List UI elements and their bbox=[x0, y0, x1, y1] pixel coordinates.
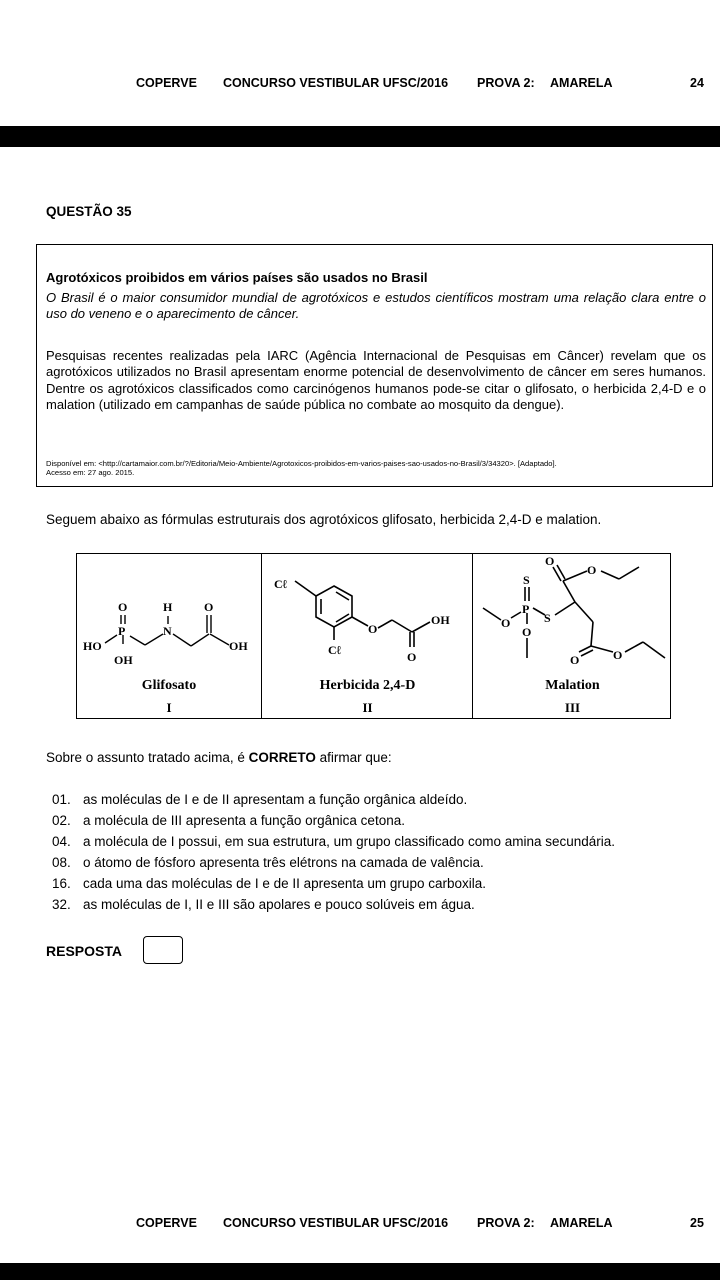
header-test: PROVA 2: bbox=[477, 76, 535, 90]
header-color: AMARELA bbox=[550, 76, 613, 90]
structure-numeral-1: I bbox=[166, 700, 172, 715]
option-number: 32. bbox=[52, 897, 71, 912]
malation-p: P bbox=[522, 602, 530, 616]
option-text: o átomo de fósforo apresenta três elétrons na camada de valência. bbox=[83, 855, 484, 870]
option-number: 01. bbox=[52, 792, 71, 807]
glifosato-ho: HO bbox=[83, 639, 102, 653]
glifosato-structure-drawing bbox=[77, 554, 261, 678]
structure-numeral-3: III bbox=[564, 700, 581, 715]
structure-numeral-2: II bbox=[362, 700, 373, 715]
glifosato-n: N bbox=[163, 624, 172, 638]
option-text: a molécula de III apresenta a função orgânica cetona. bbox=[83, 813, 405, 828]
question-prompt bbox=[46, 750, 392, 765]
option-number: 04. bbox=[52, 834, 71, 849]
article-body: Pesquisas recentes realizadas pela IARC (Agência Internacional de Pesquisas em Câncer) revelam que os agrotóxicos utilizados no Brasil apresentam enorme potencial de desenvolvimento de câncer em seres humanos. Dentre os agrotóxicos classificados como carcinógenos humanos pode-se citar o glifosato, o herbicida 2,4-D e o malation (utilizado em campanhas de saúde pública no combate ao mosquito da dengue). bbox=[46, 348, 706, 412]
structure-herbicida bbox=[261, 554, 473, 718]
option-number: 02. bbox=[52, 813, 71, 828]
glifosato-oh-right: OH bbox=[229, 639, 248, 653]
header-org: COPERVE bbox=[136, 1216, 197, 1230]
header-org: COPERVE bbox=[136, 76, 197, 90]
header-page-number: 25 bbox=[690, 1216, 704, 1230]
malation-o-ester-2: O bbox=[613, 648, 623, 662]
malation-s-top: S bbox=[523, 573, 530, 587]
structures-intro: Seguem abaixo as fórmulas estruturais dos agrotóxicos glifosato, herbicida 2,4-D e malation. bbox=[46, 512, 602, 527]
article-lead: O Brasil é o maior consumidor mundial de agrotóxicos e estudos científicos mostram uma relação clara entre o uso do veneno e o aparecimento de câncer. bbox=[46, 290, 706, 321]
structure-glifosato bbox=[77, 554, 261, 718]
structure-name-3: Malation bbox=[545, 678, 600, 693]
header-test: PROVA 2: bbox=[477, 1216, 535, 1230]
herbicida-cl-top: Cℓ bbox=[274, 577, 288, 591]
herbicida-o-carbonyl: O bbox=[407, 650, 417, 664]
structures-table bbox=[76, 553, 671, 719]
header-exam: CONCURSO VESTIBULAR UFSC/2016 bbox=[223, 76, 449, 90]
herbicida-cl-ortho: Cℓ bbox=[328, 643, 342, 657]
malation-o-left: O bbox=[501, 616, 511, 630]
option-number: 16. bbox=[52, 876, 71, 891]
glifosato-oh-bottom: OH bbox=[114, 653, 133, 667]
option-text: as moléculas de I, II e III são apolares e pouco solúveis em água. bbox=[83, 897, 475, 912]
glifosato-o-top: O bbox=[118, 600, 128, 614]
source-url: Disponível em: <http://cartamaior.com.br/?/Editoria/Meio-Ambiente/Agrotoxicos-proibidos-em-varios-paises-sao-usados-no-Brasil/3/34320>. [Adaptado]. bbox=[46, 459, 557, 468]
article-box bbox=[36, 244, 713, 487]
glifosato-h: H bbox=[163, 600, 173, 614]
malation-structure-drawing bbox=[473, 554, 672, 678]
header-color: AMARELA bbox=[550, 1216, 613, 1230]
structure-name-1: Glifosato bbox=[141, 678, 197, 693]
herbicida-o-ether: O bbox=[368, 622, 378, 636]
glifosato-p: P bbox=[118, 624, 126, 638]
malation-o-carbonyl-1: O bbox=[545, 554, 555, 568]
answer-label: RESPOSTA bbox=[46, 943, 122, 959]
prompt-post: afirmar que: bbox=[315, 750, 392, 765]
prompt-bold: CORRETO bbox=[248, 750, 316, 765]
malation-s-right: S bbox=[544, 611, 551, 625]
glifosato-o-carbonyl: O bbox=[204, 600, 214, 614]
answer-input-box[interactable] bbox=[143, 936, 183, 964]
page-header-top bbox=[0, 76, 720, 96]
source-access-date: Acesso em: 27 ago. 2015. bbox=[46, 468, 135, 477]
structure-name-2: Herbicida 2,4-D bbox=[319, 678, 416, 693]
article-heading: Agrotóxicos proibidos em vários países são usados no Brasil bbox=[46, 270, 428, 285]
option-text: as moléculas de I e de II apresentam a função orgânica aldeído. bbox=[83, 792, 468, 807]
option-text: cada uma das moléculas de I e de II apresenta um grupo carboxila. bbox=[83, 876, 486, 891]
option-number: 08. bbox=[52, 855, 71, 870]
malation-o-carbonyl-2: O bbox=[570, 653, 580, 667]
malation-o-low: O bbox=[522, 625, 532, 639]
page-header-bottom bbox=[0, 1216, 720, 1236]
option-text: a molécula de I possui, em sua estrutura, um grupo classificado como amina secundária. bbox=[83, 834, 616, 849]
herbicida-structure-drawing bbox=[262, 554, 473, 678]
article-source bbox=[46, 459, 557, 477]
structure-malation bbox=[472, 554, 672, 718]
header-page-number: 24 bbox=[690, 76, 704, 90]
footer-bar bbox=[0, 1263, 720, 1280]
header-exam: CONCURSO VESTIBULAR UFSC/2016 bbox=[223, 1216, 449, 1230]
header-bar bbox=[0, 126, 720, 147]
malation-o-ester-1: O bbox=[587, 563, 597, 577]
prompt-pre: Sobre o assunto tratado acima, é bbox=[46, 750, 249, 765]
question-title: QUESTÃO 35 bbox=[46, 204, 132, 219]
herbicida-oh: OH bbox=[431, 613, 450, 627]
